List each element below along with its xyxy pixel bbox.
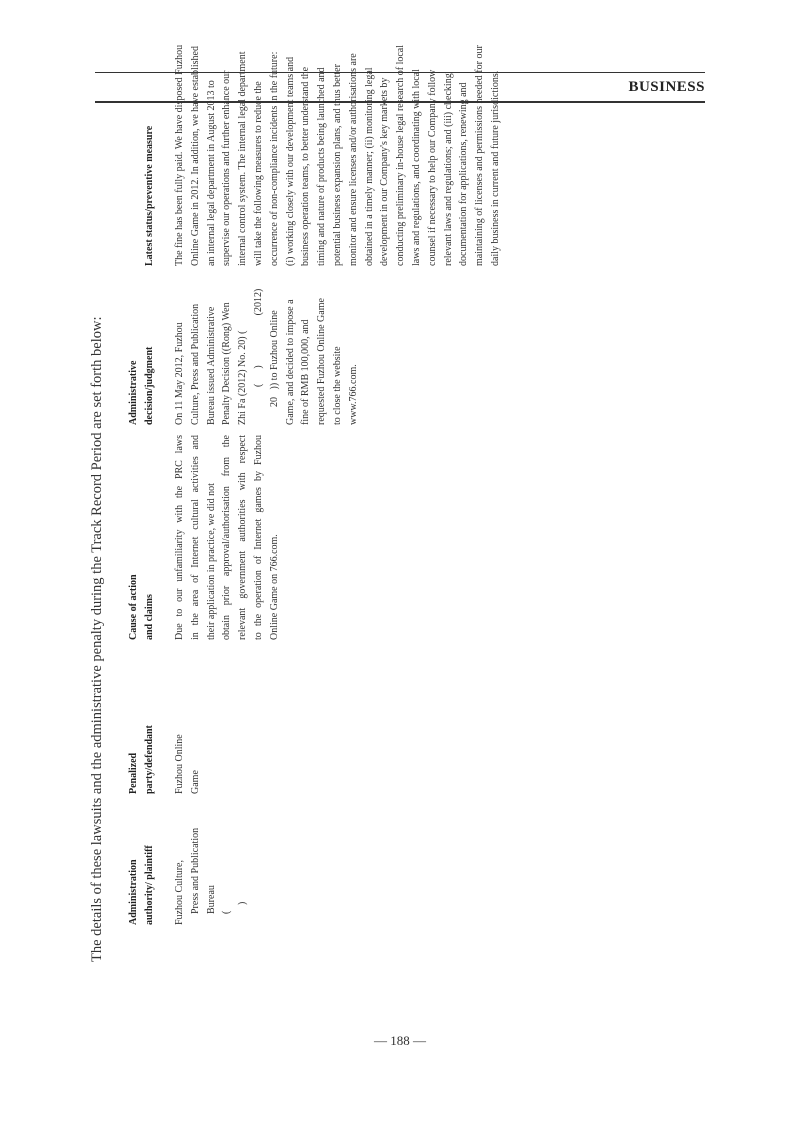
cell-line: Game — [189, 770, 201, 794]
cell-line: 20 )) to Fuzhou Online — [268, 310, 280, 407]
cell-line: Online Game on 766.com. — [268, 534, 280, 640]
cell-line: their application in practice, we did not — [205, 483, 217, 640]
header-decision — [126, 347, 158, 425]
cell-status — [172, 45, 504, 266]
header-line: Administration — [128, 859, 139, 925]
cell-line: timing and nature of products being launched and — [316, 67, 328, 266]
cell-line: (i) working closely with our development teams and — [284, 56, 296, 266]
cell-line: counsel if necessary to help our Company follow — [426, 69, 438, 266]
cell-line: documentation for applications, renewing and — [458, 82, 470, 266]
cell-line: ( — [221, 910, 233, 914]
cell-party — [172, 734, 204, 794]
cell-line: supervise our operations and further enhance our — [221, 70, 233, 266]
header-line: Administrative — [128, 360, 139, 425]
header-status — [142, 126, 158, 266]
cell-line: Press and Publication — [189, 827, 201, 914]
header-line: party/defendant — [144, 725, 155, 794]
cell-line: Fuzhou Culture, — [174, 860, 185, 925]
cell-line: Culture, Press and Publication — [189, 303, 201, 425]
cell-line: will take the following measures to reduce the — [252, 81, 264, 266]
cell-line: internal control system. The internal legal department — [237, 51, 249, 266]
page-number: — 188 — — [374, 1033, 426, 1048]
cell-line: Bureau — [205, 885, 217, 914]
cell-line: fine of RMB 100,000, and — [300, 319, 312, 425]
header-authority — [126, 845, 158, 925]
cell-line: monitor and ensure licenses and/or authorisations are — [347, 53, 359, 266]
cell-line: conducting preliminary in-house legal research of local — [395, 44, 407, 266]
intro-text: The details of these lawsuits and the administrative penalty during the Track Record Period are set forth below: — [89, 316, 105, 962]
section-title: BUSINESS — [628, 79, 705, 95]
cell-line: Bureau issued Administrative — [205, 306, 217, 425]
header-line: and claims — [144, 594, 155, 640]
cell-line: www.766.com. — [347, 364, 359, 425]
cell-line: development in our Company's key markets by — [379, 77, 391, 266]
cell-decision — [172, 277, 362, 425]
cell-cause — [172, 435, 283, 640]
cell-line: ( ) (2012) — [252, 288, 264, 387]
cell-line: occurrence of non-compliance incidents in the future: — [268, 51, 280, 266]
cell-line: relevant laws and regulations; and (iii) checking — [442, 73, 454, 266]
header-line: decision/judgment — [144, 346, 155, 425]
cell-line: The fine has been fully paid. We have disposed Fuzhou — [174, 44, 185, 266]
cell-line: Online Game in 2012. In addition, we have established — [189, 46, 201, 266]
header-line: Latest status/preventive measure — [144, 125, 155, 266]
cell-line: Due to our unfamiliarity with the PRC laws — [174, 435, 185, 640]
cell-line: in the area of Internet cultural activities and — [189, 435, 201, 640]
rotated-table-block — [84, 44, 504, 970]
cell-line: maintaining of licenses and permissions needed for our — [474, 45, 486, 266]
cell-line: an internal legal department in August 2013 to — [205, 80, 217, 266]
cell-line: to the operation of Internet games by Fuzhou — [252, 435, 264, 640]
cell-line: ) — [237, 901, 249, 905]
header-line: authority/ plaintiff — [144, 845, 155, 925]
cell-line: Fuzhou Online — [174, 734, 185, 794]
header-party — [126, 725, 158, 794]
cell-line: Penalty Decision ((Rong) Wen — [221, 302, 233, 425]
cell-line: potential business expansion plans, and thus better — [331, 64, 343, 266]
cell-line: relevant government authorities with respect — [237, 435, 249, 640]
header-line: Cause of action — [128, 574, 139, 640]
cell-line: Zhi Fa (2012) No. 20) ( — [237, 330, 249, 425]
header-line: Penalized — [128, 752, 139, 794]
cell-line: Game, and decided to impose a — [284, 299, 296, 425]
cell-line: On 11 May 2012, Fuzhou — [174, 322, 185, 425]
header-cause — [126, 574, 158, 640]
cell-authority — [172, 828, 251, 925]
cell-line: laws and regulations, and coordinating with local — [410, 69, 422, 266]
cell-line: obtain prior approval/authorisation from the — [221, 435, 233, 640]
cell-line: business operation teams, to better understand the — [300, 66, 312, 266]
cell-line: to close the website — [331, 346, 343, 425]
cell-line: requested Fuzhou Online Game — [316, 298, 328, 425]
cell-line: obtained in a timely manner; (ii) monitoring legal — [363, 67, 375, 266]
cell-line: daily business in current and future jurisdictions. — [489, 70, 501, 266]
